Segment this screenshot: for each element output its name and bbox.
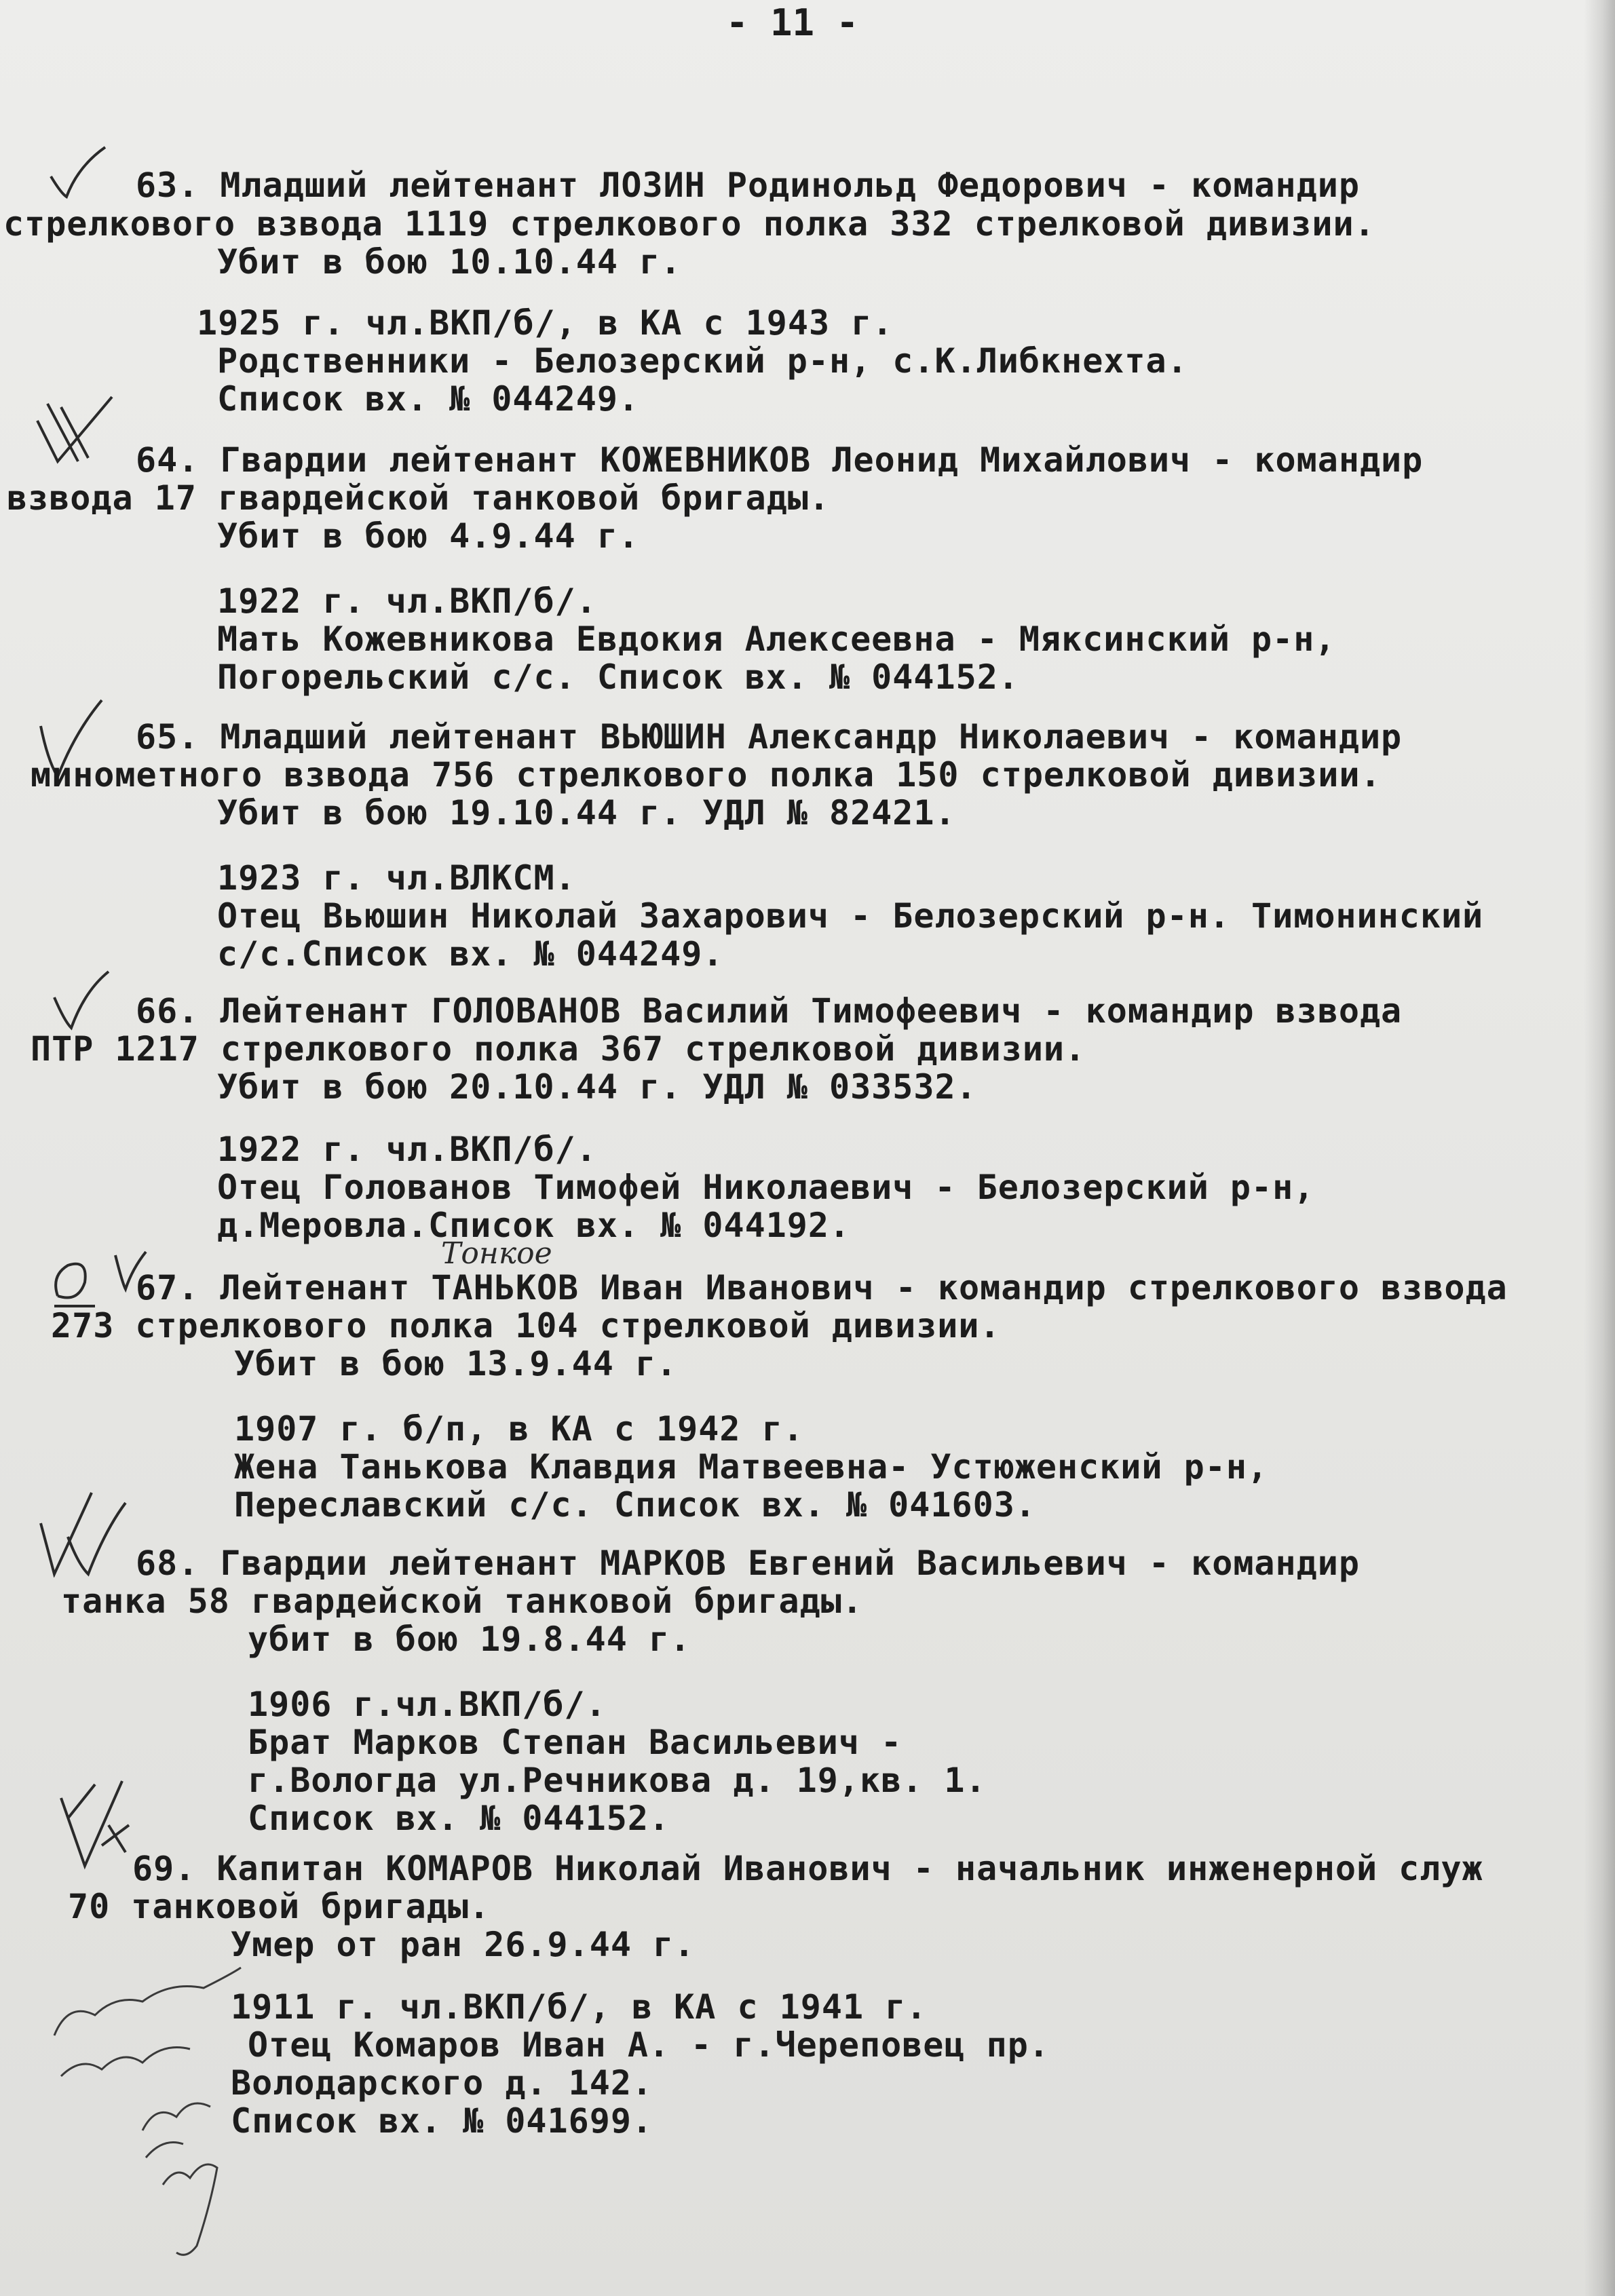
entry-65-line-6: с/с.Список вх. № 044249. bbox=[217, 934, 724, 974]
checkmark-icon bbox=[48, 146, 109, 200]
entry-67-line-5: Жена Танькова Клавдия Матвеевна- Устюженский р-н, bbox=[234, 1447, 1269, 1487]
entry-68-line-2: танка 58 гвардейской танковой бригады. bbox=[61, 1582, 863, 1621]
entry-64-line-1: 64. Гвардии лейтенант КОЖЕВНИКОВ Леонид Михайлович - командир bbox=[136, 440, 1424, 480]
checkmark-icon bbox=[27, 1489, 129, 1577]
entry-68-line-5: Брат Марков Степан Васильевич - bbox=[248, 1723, 902, 1762]
entry-66-line-3: Убит в бою 20.10.44 г. УДЛ № 033532. bbox=[217, 1067, 977, 1107]
entry-69-line-2: 70 танковой бригады. bbox=[68, 1887, 491, 1926]
entry-63-line-1: 63. Младший лейтенант ЛОЗИН Родинольд Федорович - командир bbox=[136, 166, 1360, 205]
entry-67-line-2: 273 стрелкового полка 104 стрелковой дивизии. bbox=[51, 1306, 1001, 1345]
entry-67-line-1: 67. Лейтенант ТАНЬКОВ Иван Иванович - командир стрелкового взвода bbox=[136, 1268, 1508, 1307]
entry-65-line-1: 65. Младший лейтенант ВЬЮШИН Александр Николаевич - командир bbox=[136, 717, 1403, 757]
entry-68-line-7: Список вх. № 044152. bbox=[248, 1799, 670, 1838]
entry-69-line-6: Володарского д. 142. bbox=[231, 2063, 653, 2103]
entry-65-line-2: минометного взвода 756 стрелкового полка 150 стрелковой дивизии. bbox=[31, 755, 1382, 795]
entry-63-line-6: Список вх. № 044249. bbox=[217, 379, 640, 419]
entry-65-line-3: Убит в бою 19.10.44 г. УДЛ № 82421. bbox=[217, 793, 956, 833]
entry-67-line-3: Убит в бою 13.9.44 г. bbox=[234, 1344, 678, 1383]
entry-66-line-2: ПТР 1217 стрелкового полка 367 стрелковой дивизии. bbox=[31, 1029, 1086, 1069]
entry-69-line-4: 1911 г. чл.ВКП/б/, в КА с 1941 г. bbox=[231, 1987, 928, 2027]
entry-68-line-3: убит в бою 19.8.44 г. bbox=[248, 1620, 691, 1659]
entry-69-line-7: Список вх. № 041699. bbox=[231, 2101, 653, 2141]
entry-68-line-1: 68. Гвардии лейтенант МАРКОВ Евгений Васильевич - командир bbox=[136, 1544, 1360, 1583]
entry-64-line-4: 1922 г. чл.ВКП/б/. bbox=[217, 581, 597, 621]
checkmark-icon bbox=[31, 394, 119, 468]
handwritten-mark-icon bbox=[54, 1778, 136, 1873]
entry-66-line-1: 66. Лейтенант ГОЛОВАНОВ Василий Тимофеевич - командир взвода bbox=[136, 991, 1403, 1031]
entry-66-line-4: 1922 г. чл.ВКП/б/. bbox=[217, 1130, 597, 1169]
entry-68-line-6: г.Вологда ул.Речникова д. 19,кв. 1. bbox=[248, 1761, 987, 1800]
entry-63-line-2: стрелкового взвода 1119 стрелкового полка 332 стрелковой дивизии. bbox=[3, 204, 1375, 244]
checkmark-icon bbox=[51, 970, 112, 1031]
entry-65-line-5: Отец Вьюшин Николай Захарович - Белозерский р-н. Тимонинский bbox=[217, 896, 1484, 936]
entry-64-line-6: Погорельский с/с. Список вх. № 044152. bbox=[217, 657, 1019, 697]
entry-66-line-5: Отец Голованов Тимофей Николаевич - Белозерский р-н, bbox=[217, 1168, 1315, 1207]
page-edge-shadow bbox=[1584, 0, 1615, 2296]
entry-65-line-4: 1923 г. чл.ВЛКСМ. bbox=[217, 858, 576, 898]
entry-63-line-5: Родственники - Белозерский р-н, с.К.Либкнехта. bbox=[217, 341, 1188, 381]
entry-68-line-4: 1906 г.чл.ВКП/б/. bbox=[248, 1685, 607, 1724]
entry-63-line-3: Убит в бою 10.10.44 г. bbox=[217, 242, 682, 282]
entry-67-line-6: Переславский с/с. Список вх. № 041603. bbox=[234, 1485, 1036, 1525]
entry-63-line-4: 1925 г. чл.ВКП/б/, в КА с 1943 г. bbox=[197, 303, 894, 343]
entry-69-line-3: Умер от ран 26.9.44 г. bbox=[231, 1925, 696, 1964]
entry-64-line-5: Мать Кожевникова Евдокия Алексеевна - Мяксинский р-н, bbox=[217, 619, 1336, 659]
handwritten-scribble-icon bbox=[41, 1961, 244, 2266]
entry-64-line-3: Убит в бою 4.9.44 г. bbox=[217, 516, 640, 556]
handwritten-mark-icon bbox=[48, 1248, 149, 1309]
entry-64-line-2: взвода 17 гвардейской танковой бригады. bbox=[7, 478, 830, 518]
handwritten-correction: Тонкое bbox=[441, 1236, 552, 1271]
page-number: - 11 - bbox=[726, 1, 859, 44]
entry-67-line-4: 1907 г. б/п, в КА с 1942 г. bbox=[234, 1409, 804, 1449]
entry-69-line-1: 69. Капитан КОМАРОВ Николай Иванович - начальник инженерной служ bbox=[132, 1849, 1483, 1888]
entry-66-line-6: д.Меровла.Список вх. № 044192. bbox=[217, 1206, 851, 1245]
entry-69-line-5: Отец Комаров Иван А. - г.Череповец пр. bbox=[248, 2025, 1050, 2065]
